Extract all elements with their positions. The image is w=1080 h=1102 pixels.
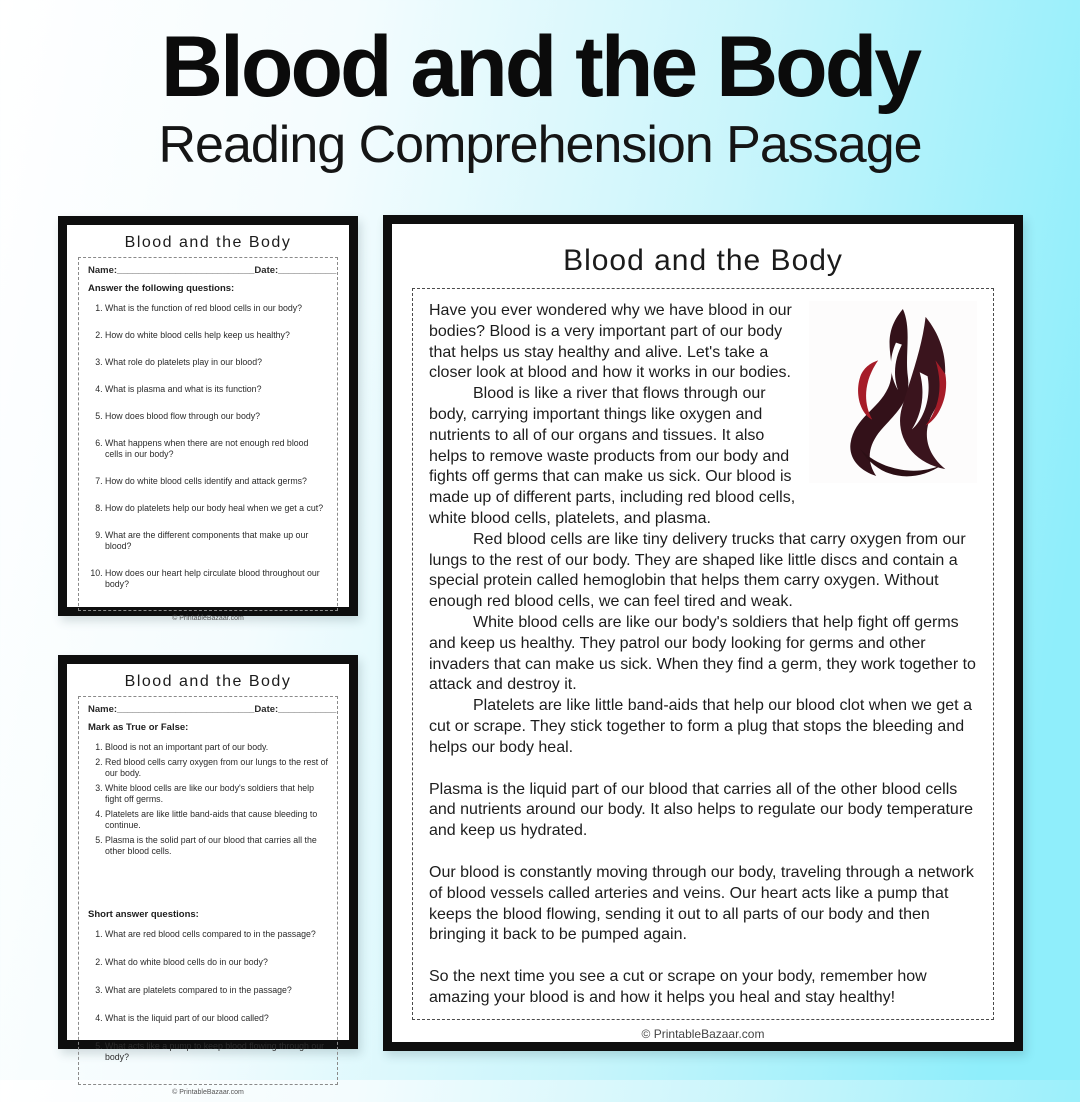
footer-copyright: © PrintableBazaar.com <box>641 1026 765 1041</box>
question-item: 4. What is plasma and what is its function? <box>105 384 328 395</box>
footer-copyright: © PrintableBazaar.com <box>172 1088 244 1096</box>
question-list <box>88 303 328 590</box>
name-date-row <box>88 265 337 276</box>
true-false-item: 2. Red blood cells carry oxygen from our lungs to the rest of our body. <box>105 757 328 779</box>
passage-paragraph: Platelets are like little band-aids that help our blood clot when we get a cut or scrape. They stick together to form a plug that stops the bleeding and helps our body heal. <box>429 697 972 756</box>
short-answer-item: 1. What are red blood cells compared to in the passage? <box>105 929 328 940</box>
short-answer-list <box>88 929 328 1063</box>
true-false-item: 3. White blood cells are like our body's soldiers that help fight off germs. <box>105 783 328 805</box>
true-false-item: 4. Platelets are like little band-aids that cause bleeding to continue. <box>105 809 328 831</box>
question-item: 5. How does blood flow through our body? <box>105 411 328 422</box>
date-field: Date:___________ <box>254 265 337 276</box>
passage-paragraph: Our blood is constantly moving through our body, traveling through a network of blood vessels called arteries and veins. Our heart acts like a pump that keeps the blood flowing, sending it out to all parts of our body and then bringing it back to be pumped again. <box>429 863 974 944</box>
header <box>0 0 1080 173</box>
worksheet-title: Blood and the Body <box>124 673 292 690</box>
name-field: Name:__________________________ <box>88 265 255 276</box>
passage-paragraph: Red blood cells are like tiny delivery trucks that carry oxygen from our lungs to the rest of our body. They are shaped like little discs and contain a special protein called hemoglobin that helps them carry oxygen. Without enough red blood cells, we can feel tired and weak. <box>429 530 966 611</box>
passage-paragraph: White blood cells are like our body's soldiers that help fight off germs and keep us healthy. They patrol our body looking for germs and other invaders that can make us sick. When they find a germ, they work together to attack and destroy it. <box>429 613 976 694</box>
true-false-worksheet-page <box>58 655 358 1096</box>
page-title: Blood and the Body <box>160 19 920 115</box>
short-answer-item: 2. What do white blood cells do in our body? <box>105 957 328 968</box>
true-false-item: 1. Blood is not an important part of our body. <box>105 742 328 753</box>
passage-page <box>383 215 1023 1051</box>
short-answer-heading: Short answer questions: <box>88 908 199 920</box>
passage-paragraph: Blood is like a river that flows through our body, carrying important things like oxygen and nutrients to all of our organs and tissues. It also helps to remove waste products from our body and fights off germs that can make us sick. Our blood is made up of different parts, including red blood cells, white blood cells, platelets, and plasma. <box>429 385 796 527</box>
question-item: 1. What is the function of red blood cells in our body? <box>105 303 328 314</box>
true-false-list <box>88 742 328 857</box>
passage-body <box>429 301 977 1009</box>
page-subtitle: Reading Comprehension Passage <box>158 116 922 175</box>
spacer <box>88 861 328 909</box>
questions-worksheet-page <box>58 216 358 622</box>
name-field: Name:__________________________ <box>88 704 255 715</box>
true-false-content-box <box>78 696 338 1085</box>
question-item: 7. How do white blood cells identify and attack germs? <box>105 476 328 487</box>
passage-title: Blood and the Body <box>563 244 843 277</box>
short-answer-item: 3. What are platelets compared to in the passage? <box>105 985 328 996</box>
section-heading: Answer the following questions: <box>88 283 235 294</box>
name-date-row <box>88 704 337 715</box>
date-field: Date:___________ <box>254 704 337 715</box>
question-item: 2. How do white blood cells help keep us healthy? <box>105 330 328 341</box>
passage-paragraph: Have you ever wondered why we have blood in our bodies? Blood is a very important part of our body that helps us stay healthy and alive. Let's take a closer look at blood and how it works in our bodies. <box>429 302 792 382</box>
footer-copyright: © PrintableBazaar.com <box>172 614 244 622</box>
question-item: 10. How does our heart help circulate blood throughout our body? <box>105 568 328 590</box>
blood-swirl-illustration <box>809 301 977 483</box>
question-item: 8. How do platelets help our body heal when we get a cut? <box>105 503 328 514</box>
questions-content-box <box>78 257 338 611</box>
worksheet-title: Blood and the Body <box>124 234 292 251</box>
short-answer-item: 5. What acts like a pump to keep blood flowing through our body? <box>105 1041 328 1063</box>
short-answer-item: 4. What is the liquid part of our blood called? <box>105 1013 328 1024</box>
true-false-heading: Mark as True or False: <box>88 722 189 733</box>
question-item: 6. What happens when there are not enough red blood cells in our body? <box>105 438 328 460</box>
passage-paragraph: So the next time you see a cut or scrape on your body, remember how amazing your blood is and how it helps you heal and stay healthy! <box>429 968 927 1006</box>
question-item: 9. What are the different components that make up our blood? <box>105 530 328 552</box>
question-item: 3. What role do platelets play in our blood? <box>105 357 328 368</box>
true-false-item: 5. Plasma is the solid part of our blood that carries all the other blood cells. <box>105 835 328 857</box>
passage-paragraph: Plasma is the liquid part of our blood that carries all of the other blood cells and nutrients around our body. It also helps to regulate our body temperature and keep us hydrated. <box>429 780 974 840</box>
passage-content-box <box>412 288 994 1020</box>
